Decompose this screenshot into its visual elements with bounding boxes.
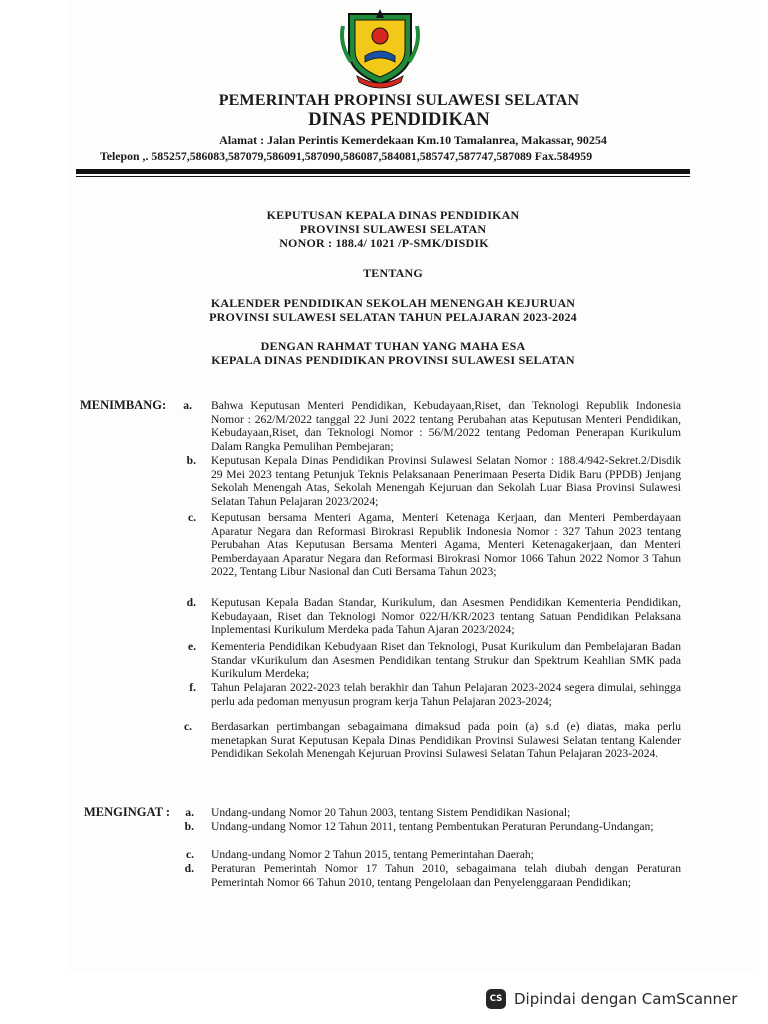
menimbang-letter: a. [183, 399, 192, 412]
mengingat-letter: c. [185, 848, 194, 861]
menimbang-letter: d. [186, 596, 196, 609]
camscanner-label: Dipindai dengan CamScanner [514, 990, 738, 1008]
menimbang-item: Tahun Pelajaran 2022-2023 telah berakhir dan Tahun Pelajaran 2023-2024 segera dimulai, sehingga perlu ada pedoman menyusun program kerja Tahun Pelajaran 2023-2024; [211, 681, 681, 708]
mengingat-item: Peraturan Pemerintah Nomor 17 Tahun 2010, sebagaimana telah diubah dengan Peraturan Pemerintah Nomor 66 Tahun 2010, tentang Pengelolaan dan Penyelenggaraan Pendidikan; [211, 862, 681, 889]
menimbang-letter: c. [187, 511, 196, 524]
decree-province: PROVINSI SULAWESI SELATAN [299, 222, 487, 236]
decree-number: NONOR : 188.4/ 1021 /P-SMK/DISDIK [279, 236, 489, 250]
camscanner-badge [474, 984, 758, 1014]
menimbang-item: Berdasarkan pertimbangan sebagaimana dimaksud pada poin (a) s.d (e) diatas, maka perlu menetapkan Surat Keputusan Kepala Dinas Pendidikan Provinsi Sulawesi Selatan tentang Kalender Pendidikan Sekolah Menengah Kejuruan Provinsi Sulawesi Selatan Tahun Pelajaran 2023-2024. [211, 720, 681, 760]
decree-subject-line1: KALENDER PENDIDIKAN SEKOLAH MENENGAH KEJURUAN [210, 296, 576, 310]
menimbang-item: Kementeria Pendidikan Kebudyaan Riset dan Teknologi, Pusat Kurikulum dan Pembelajaran Badan Standar vKurikulum dan Asesmen Pendidikan tentang Strukur dan Spektrum Keahlian SMK pada Kurikulum Merdeka; [211, 640, 681, 680]
letterhead-address: Alamat : Jalan Perintis Kemerdekaan Km.10 Tamalanrea, Makassar, 90254 [219, 133, 607, 147]
decree-grace-line2: KEPALA DINAS PENDIDIKAN PROVINSI SULAWESI SELATAN [211, 353, 575, 367]
camscanner-icon: CS [486, 989, 506, 1009]
letterhead-government: PEMERINTAH PROPINSI SULAWESI SELATAN [218, 92, 580, 109]
mengingat-letter: d. [184, 862, 194, 875]
mengingat-item: Undang-undang Nomor 20 Tahun 2003, tentang Sistem Pendidikan Nasional; [211, 806, 571, 819]
mengingat-letter: a. [185, 806, 194, 819]
decree-grace-line1: DENGAN RAHMAT TUHAN YANG MAHA ESA [260, 339, 526, 353]
mengingat-item: Undang-undang Nomor 12 Tahun 2011, tentang Pembentukan Peraturan Perundang-Undangan; [211, 820, 654, 833]
decree-about: TENTANG [363, 266, 423, 280]
menimbang-item: Keputusan Kepala Dinas Pendidikan Provinsi Sulawesi Selatan Nomor : 188.4/942-Sekret.2/Disdik 29 Mei 2023 tentang Petunjuk Teknis Pelaksanaan Penerimaan Peserta Didik Baru (PPDB) Jenjang Sekolah Menengah Atas, Sekolah Menengah Kejuruan dan Sekolah Luar Biasa Provinsi Sulawesi Selatan Tahun Pelajaran 2023/2024; [211, 454, 681, 508]
menimbang-letter: e. [187, 640, 196, 653]
mengingat-letter: b. [184, 820, 194, 833]
letterhead-rule [76, 169, 690, 174]
menimbang-letter: b. [186, 454, 196, 467]
decree-subject-line2: PROVINSI SULAWESI SELATAN TAHUN PELAJARAN 2023-2024 [209, 310, 577, 324]
mengingat-label: MENGINGAT : [84, 805, 170, 819]
menimbang-label: MENIMBANG: [80, 398, 167, 412]
menimbang-item: Keputusan bersama Menteri Agama, Menteri Ketenaga Kerjaan, dan Menteri Pemberdayaan Aparatur Negara dan Reformasi Birokrasi Republik Indonesia Nomor : 327 Tahun 2023 tentang Perubahan Atas Keputusan Bersama Menteri Agama, Menteri Ketenagakerjaan, dan Menteri Pemberdayaan Aparatur Negara dan Reformasi Birokrasi Nomor 1066 Tahun 2022 Nomor 3 Tahun 2022, Tentang Libur Nasional dan Cuti Bersama Tahun 2023; [211, 511, 681, 578]
decree-title: KEPUTUSAN KEPALA DINAS PENDIDIKAN [266, 208, 520, 222]
menimbang-item: Keputusan Kepala Badan Standar, Kurikulum, dan Asesmen Pendidikan Kementeria Pendidikan, Kebudayaan, Riset dan Teknologi Nomor 022/H/KR/2023 tentang Satuan Pendidikan Pelaksana Inplementasi Kurikulum Merdeka pada Tahun Ajaran 2023/2024; [211, 596, 681, 636]
mengingat-item: Undang-undang Nomor 2 Tahun 2015, tentang Pemerintahan Daerah; [211, 848, 534, 861]
letterhead-rule-thin [76, 176, 690, 177]
menimbang-item: Bahwa Keputusan Menteri Pendidikan, Kebudayaan,Riset, dan Teknologi Republik Indonesia Nomor : 262/M/2022 tanggal 22 Juni 2022 tentang Perubahan atas Keputusan Menteri Pendidikan, Kebudayaan,Riset, dan Teknologi Nomor : 56/M/2022 tentang Pedoman Penerapan Kurikulum Dalam Rangka Pemulihan Pembejaran; [211, 399, 681, 453]
menimbang-letter: c. [183, 720, 192, 733]
menimbang-letter: f. [189, 681, 196, 694]
letterhead-department: DINAS PENDIDIKAN [308, 110, 490, 130]
provincial-emblem-icon [337, 6, 423, 90]
letterhead-phone: Telepon ,. 585257,586083,587079,586091,587090,586087,584081,585747,587747,587089 Fax.584959 [100, 149, 593, 163]
